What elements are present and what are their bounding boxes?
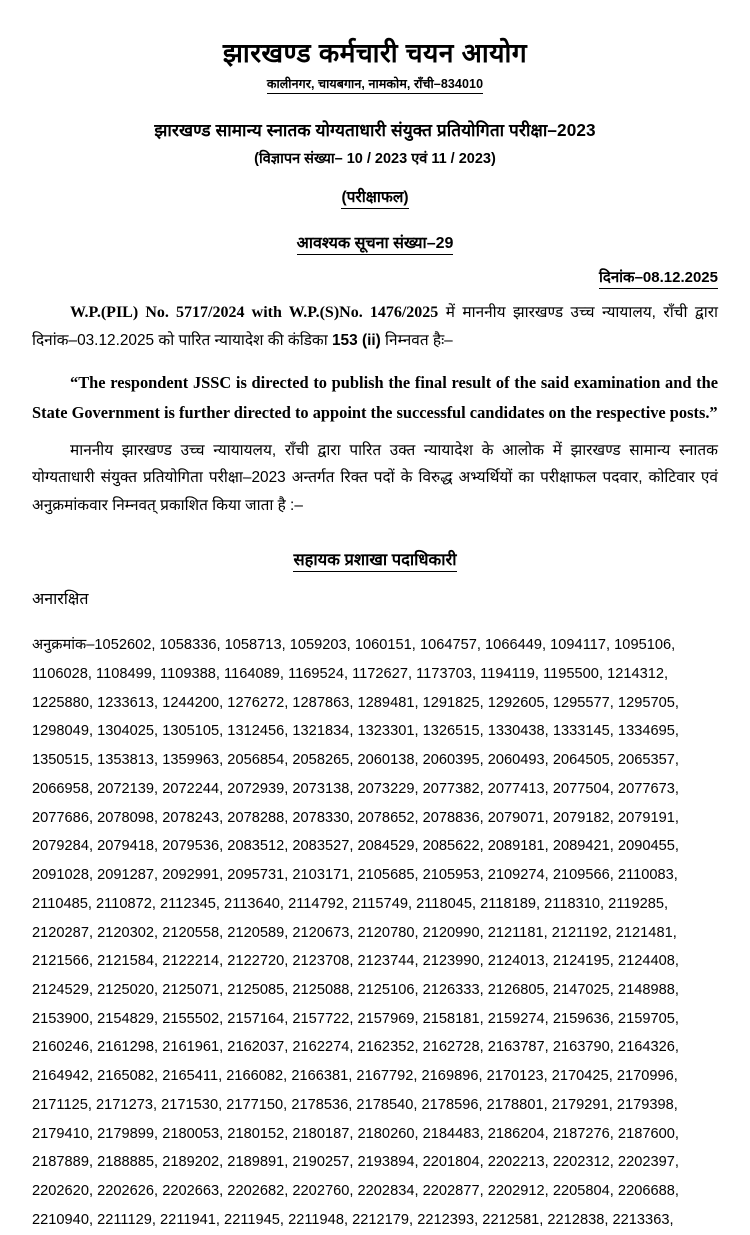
roll-number-line — [32, 1033, 718, 1062]
document-masthead — [32, 0, 718, 94]
roll-number-values: 2124529, 2125020, 2125071, 2125085, 2125088, 2125106, 2126333, 2126805, 2147025, 2148988, — [32, 981, 679, 998]
roll-number-line — [32, 775, 718, 804]
roll-number-line — [32, 689, 718, 718]
exam-title: झारखण्ड सामान्य स्नातक योग्यताधारी संयुक्त प्रतियोगिता परीक्षा–2023 — [154, 120, 596, 141]
roll-number-values: 2077686, 2078098, 2078243, 2078288, 2078330, 2078652, 2078836, 2079071, 2079182, 2079191, — [32, 809, 679, 826]
roll-number-line — [32, 890, 718, 919]
roll-number-line — [32, 804, 718, 833]
roll-number-values: 2121566, 2121584, 2122214, 2122720, 2123708, 2123744, 2123990, 2124013, 2124195, 2124408, — [32, 953, 679, 970]
roll-number-line — [32, 1177, 718, 1206]
roll-number-values: 2110485, 2110872, 2112345, 2113640, 2114792, 2115749, 2118045, 2118189, 2118310, 2119285, — [32, 895, 669, 912]
roll-number-label: अनुक्रमांक– — [32, 637, 95, 654]
roll-number-values: 2066958, 2072139, 2072244, 2072939, 2073138, 2073229, 2077382, 2077413, 2077504, 2077673, — [32, 780, 679, 797]
roll-number-line — [32, 1005, 718, 1034]
roll-number-values: 1225880, 1233613, 1244200, 1276272, 1287863, 1289481, 1291825, 1292605, 1295577, 1295705, — [32, 694, 679, 711]
post-heading-wrap — [32, 547, 718, 572]
roll-number-line — [32, 1091, 718, 1120]
roll-number-values: 2171125, 2171273, 2171530, 2177150, 2178536, 2178540, 2178596, 2178801, 2179291, 2179398, — [32, 1096, 678, 1113]
roll-number-line — [32, 631, 718, 660]
roll-number-line — [32, 1206, 718, 1235]
roll-number-values: 2179410, 2179899, 2180053, 2180152, 2180187, 2180260, 2184483, 2186204, 2187276, 2187600, — [32, 1125, 679, 1142]
roll-number-line — [32, 947, 718, 976]
date-row — [32, 267, 718, 289]
roll-number-line — [32, 1062, 718, 1091]
court-order-text-end: निम्नवत है‍ः– — [380, 332, 453, 350]
roll-number-values: 1052602, 1058336, 1058713, 1059203, 1060151, 1064757, 1066449, 1094117, 1095106, — [94, 637, 676, 654]
roll-number-values: 2164942, 2165082, 2165411, 2166082, 2166381, 2167792, 2169896, 2170123, 2170425, 2170996, — [32, 1068, 678, 1085]
court-order-reference-paragraph — [32, 299, 718, 355]
result-publication-paragraph: माननीय झारखण्ड उच्च न्यायायलय, राँची द्वारा पारित उक्त न्यायादेश के आलोक में झारखण्ड सामान्य स्नातक योग्यताधारी संयुक्त प्रतियोगिता परीक्षा–2023 अन्तर्गत रिक्त पदों के विरुद्ध अभ्यर्थियों का परीक्षाफल पदवार, कोटिवार एवं अनुक्रमांकवार निम्नवत् प्रकाशित किया जाता है :– — [32, 441, 718, 514]
case-number: W.P.(PIL) No. 5717/2024 with W.P.(S)No. 1476/2025 — [70, 303, 439, 321]
roll-number-line — [32, 746, 718, 775]
roll-number-line — [32, 1120, 718, 1149]
roll-number-line — [32, 861, 718, 890]
roll-number-values: 1298049, 1304025, 1305105, 1312456, 1321834, 1323301, 1326515, 1330438, 1333145, 1334695, — [32, 723, 679, 740]
roll-number-line — [32, 717, 718, 746]
roll-number-values: 2202620, 2202626, 2202663, 2202682, 2202760, 2202834, 2202877, 2202912, 2205804, 2206688, — [32, 1183, 679, 1200]
roll-number-values: 2120287, 2120302, 2120558, 2120589, 2120673, 2120780, 2120990, 2121181, 2121192, 2121481, — [32, 924, 677, 941]
roll-number-values: 1350515, 1353813, 1359963, 2056854, 2058265, 2060138, 2060395, 2060493, 2064505, 2065357, — [32, 752, 679, 769]
court-order-text-mid: में माननीय झारखण्ड उच्च न्यायालय, राँची द्वारा दिनांक–03.12.2025 को पारित न्यायादेश की कंडिका — [32, 303, 718, 350]
organization-address: कालीनगर, चायबगान, नामकोम, राँची–834010 — [267, 75, 483, 94]
category-heading: अनारक्षित — [32, 591, 89, 609]
order-clause-number: 153 (ii) — [332, 332, 381, 350]
roll-number-line — [32, 660, 718, 689]
roll-number-values: 1106028, 1108499, 1109388, 1164089, 1169524, 1172627, 1173703, 1194119, 1195500, 1214312, — [32, 665, 669, 682]
roll-number-values: 2153900, 2154829, 2155502, 2157164, 2157722, 2157969, 2158181, 2159274, 2159636, 2159705, — [32, 1010, 679, 1027]
roll-number-values: 2079284, 2079418, 2079536, 2083512, 2083527, 2084529, 2085622, 2089181, 2089421, 2090455, — [32, 838, 679, 855]
exam-title-block — [32, 120, 718, 255]
advertisement-number: (विज्ञापन संख्या– 10 / 2023 एवं 11 / 2023) — [254, 150, 496, 167]
roll-number-values: 2187889, 2188885, 2189202, 2189891, 2190257, 2193894, 2201804, 2202213, 2202312, 2202397, — [32, 1154, 679, 1171]
roll-number-list — [32, 631, 718, 1234]
roll-number-line — [32, 1148, 718, 1177]
court-order-quote: “The respondent JSSC is directed to publish the final result of the said examination and the State Government is further directed to appoint the successful candidates on the respective posts.” — [32, 372, 718, 423]
organization-name: झारखण्ड कर्मचारी चयन आयोग — [222, 38, 528, 68]
roll-number-values: 2091028, 2091287, 2092991, 2095731, 2103171, 2105685, 2105953, 2109274, 2109566, 2110083, — [32, 867, 678, 884]
roll-number-line — [32, 919, 718, 948]
roll-number-values: 2210940, 2211129, 2211941, 2211945, 2211948, 2212179, 2212393, 2212581, 2212838, 2213363, — [32, 1211, 674, 1228]
notice-date: दिनांक–08.12.2025 — [599, 267, 718, 289]
notice-number: आवश्यक सूचना संख्या–29 — [297, 231, 454, 255]
roll-number-values: 2160246, 2161298, 2161961, 2162037, 2162274, 2162352, 2162728, 2163787, 2163790, 2164326, — [32, 1039, 679, 1056]
roll-number-line — [32, 832, 718, 861]
roll-number-line — [32, 976, 718, 1005]
post-name-heading: सहायक प्रशाखा पदाधिकारी — [293, 547, 456, 572]
result-label: (परीक्षाफल) — [341, 185, 408, 209]
